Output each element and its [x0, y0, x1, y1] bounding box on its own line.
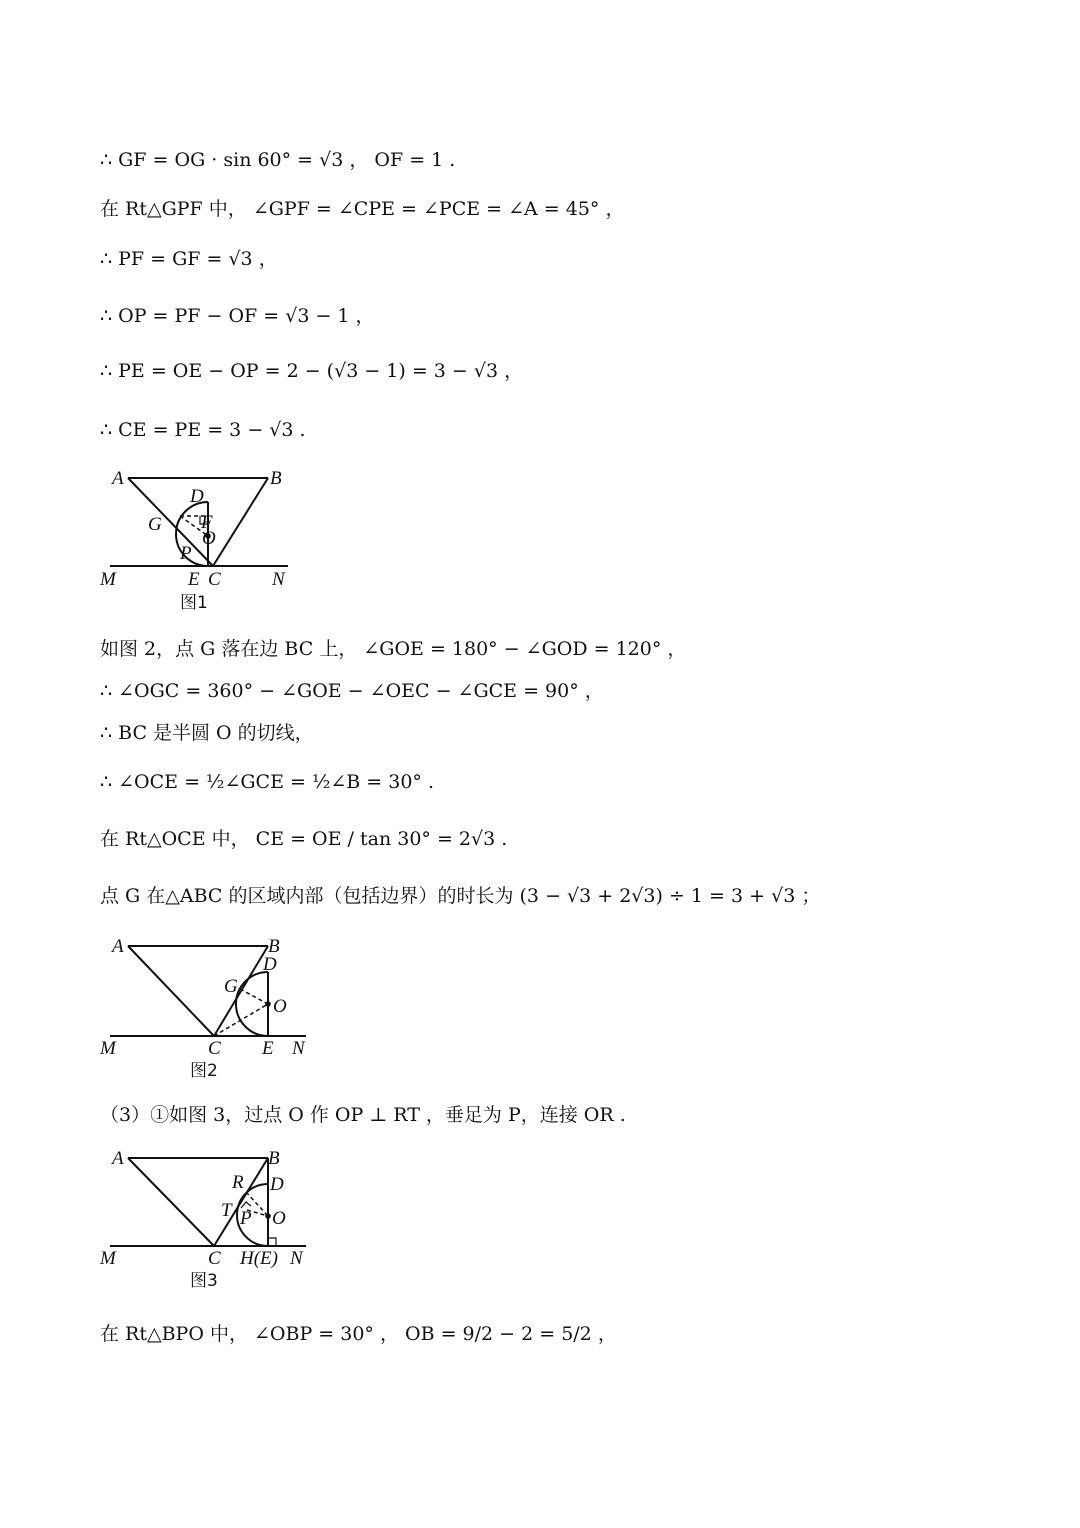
figure-3: [100, 1146, 330, 1296]
fig3-label-M: M: [100, 1248, 116, 1269]
fig1-label-D: D: [190, 486, 204, 507]
figure-1-drawing: [100, 466, 320, 616]
fig2-label-C: C: [208, 1038, 221, 1059]
fig2-caption: 图2: [190, 1061, 218, 1081]
fig2-label-D: D: [263, 954, 277, 975]
fig3-caption: 图3: [190, 1271, 218, 1291]
solution-line-9: ∴ BC 是半圆 O 的切线，: [100, 722, 314, 744]
solution-line-5: ∴ PE = OE − OP = 2 − (√3 − 1) = 3 − √3 ，: [100, 360, 524, 382]
figure-2-drawing: [100, 934, 330, 1084]
fig3-label-B: B: [268, 1148, 280, 1169]
fig2-label-A: A: [112, 936, 124, 957]
fig2-label-N: N: [292, 1038, 305, 1059]
figure-2: [100, 934, 330, 1084]
figure-1: [100, 466, 320, 616]
fig1-label-O: O: [202, 528, 216, 549]
fig1-label-N: N: [272, 569, 285, 590]
fig3-label-N: N: [290, 1248, 303, 1269]
fig3-label-A: A: [112, 1148, 124, 1169]
fig1-label-E: E: [188, 569, 200, 590]
fig1-label-P: P: [180, 543, 192, 564]
fig3-label-D: D: [270, 1174, 284, 1195]
fig2-label-O: O: [273, 996, 287, 1017]
fig1-label-C: C: [208, 569, 221, 590]
fig2-label-E: E: [262, 1038, 274, 1059]
solution-line-1: ∴ GF = OG · sin 60° = √3 ， OF = 1 .: [100, 149, 456, 171]
fig2-label-M: M: [100, 1038, 116, 1059]
solution-line-4: ∴ OP = PF − OF = √3 − 1 ，: [100, 305, 375, 327]
solution-line-7: 如图 2，点 G 落在边 BC 上， ∠GOE = 180° − ∠GOD = 120° ，: [100, 638, 687, 660]
solution-line-8: ∴ ∠OGC = 360° − ∠GOE − ∠OEC − ∠GCE = 90° ，: [100, 680, 604, 702]
solution-line-11: 在 Rt△OCE 中， CE = OE / tan 30° = 2√3 .: [100, 828, 508, 850]
solution-line-13: （3）①如图 3，过点 O 作 OP ⊥ RT ，垂足为 P，连接 OR .: [100, 1104, 626, 1126]
fig1-caption: 图1: [180, 593, 208, 613]
fig3-label-P: P: [240, 1208, 252, 1229]
solution-line-10: ∴ ∠OCE = ½∠GCE = ½∠B = 30° .: [100, 771, 435, 793]
solution-line-2: 在 Rt△GPF 中， ∠GPF = ∠CPE = ∠PCE = ∠A = 45° ，: [100, 198, 625, 220]
fig3-label-HE: H(E): [240, 1248, 278, 1269]
fig2-label-G: G: [224, 976, 238, 997]
fig3-label-T: T: [221, 1200, 232, 1221]
fig1-label-F: F: [201, 512, 213, 533]
fig2-label-B: B: [268, 936, 280, 957]
fig1-label-G: G: [148, 514, 162, 535]
fig1-label-M: M: [100, 569, 116, 590]
figure-3-drawing: [100, 1146, 330, 1296]
fig3-label-R: R: [232, 1172, 244, 1193]
fig3-label-C: C: [208, 1248, 221, 1269]
fig1-label-B: B: [270, 468, 282, 489]
solution-line-14: 在 Rt△BPO 中， ∠OBP = 30° ， OB = 9/2 − 2 = 5/2 ，: [100, 1323, 617, 1345]
fig3-label-O: O: [272, 1208, 286, 1229]
solution-line-3: ∴ PF = GF = √3 ，: [100, 248, 278, 270]
fig1-label-A: A: [112, 468, 124, 489]
solution-line-6: ∴ CE = PE = 3 − √3 .: [100, 419, 306, 441]
solution-line-12: 点 G 在△ABC 的区域内部（包括边界）的时长为 (3 − √3 + 2√3) ÷ 1 = 3 + √3 ；: [100, 885, 821, 907]
